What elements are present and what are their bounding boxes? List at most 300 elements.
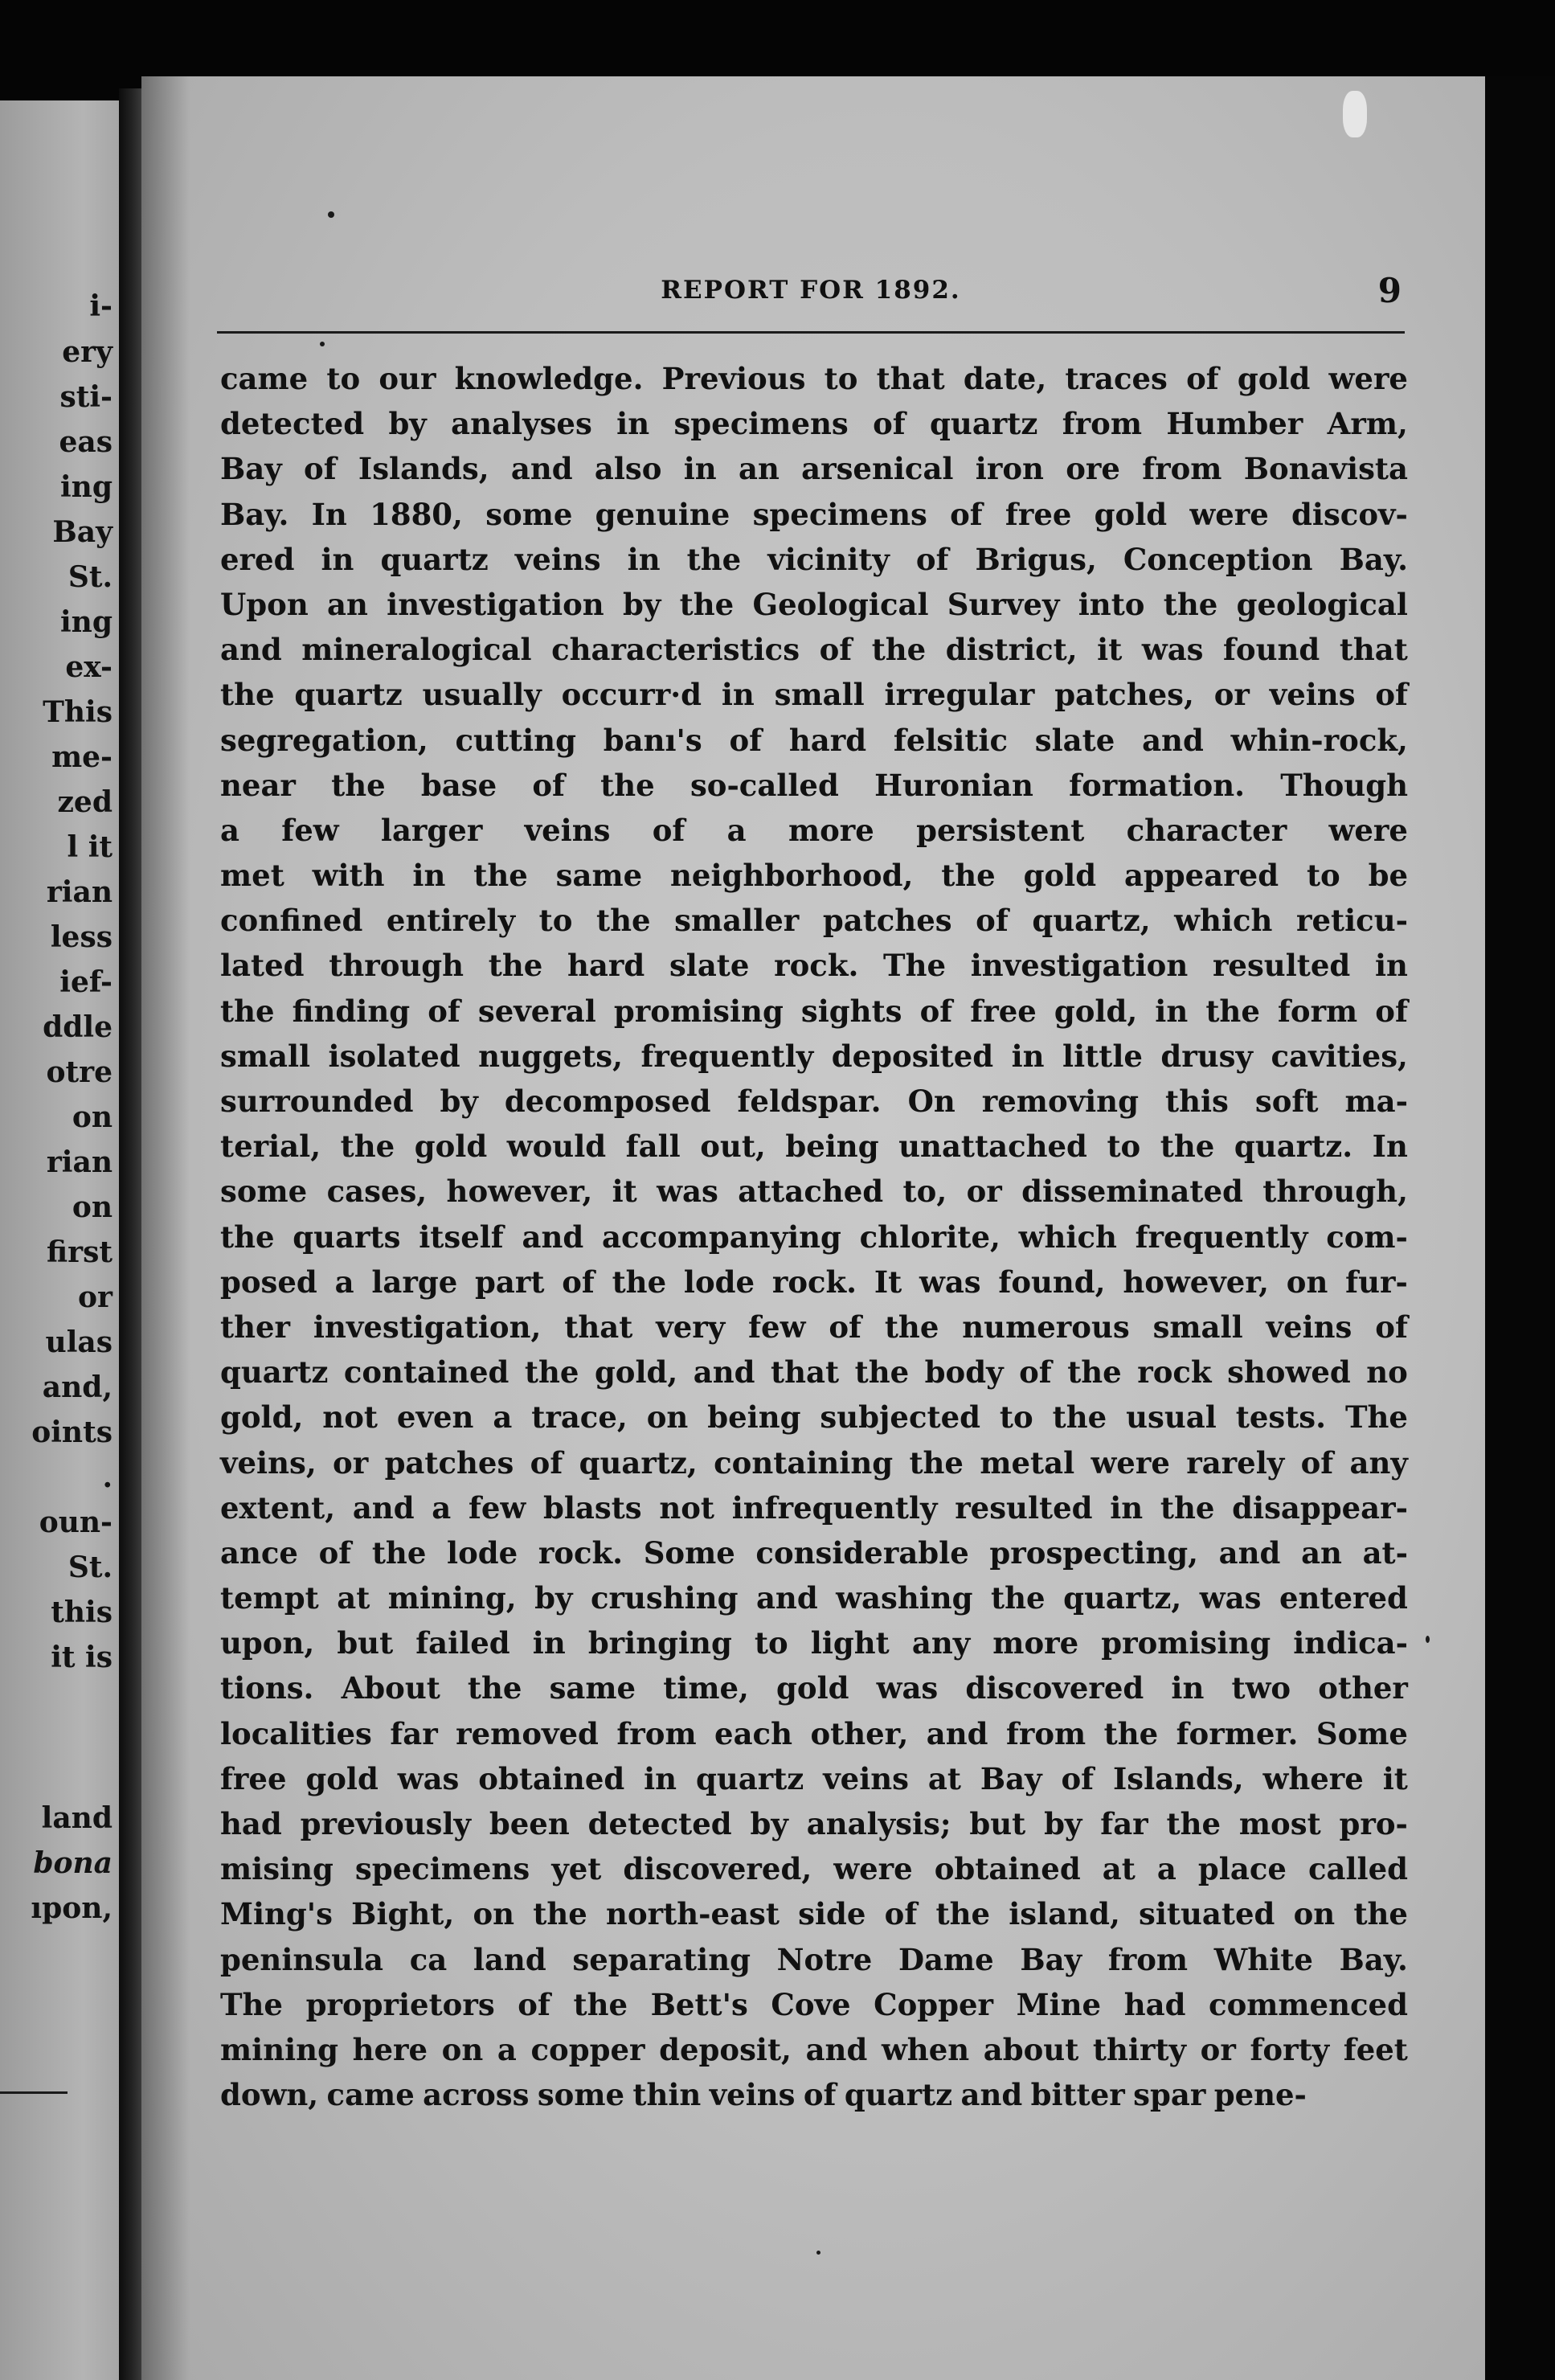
word: veins xyxy=(514,541,601,577)
word: of xyxy=(652,812,685,848)
word: where xyxy=(1262,1760,1364,1796)
paper-speck xyxy=(320,342,325,346)
word: to xyxy=(1306,858,1340,894)
facing-page-fragment: on xyxy=(72,1190,113,1224)
word: the xyxy=(1103,1715,1159,1751)
paper-blemish xyxy=(1343,91,1367,137)
word: small xyxy=(1152,1309,1243,1345)
word: and xyxy=(960,2077,1023,2113)
facing-page-fragment: sti- xyxy=(59,380,113,414)
word: smaller xyxy=(674,903,800,939)
word: were xyxy=(1189,496,1269,532)
word: Islands, xyxy=(358,451,489,487)
word: about xyxy=(983,2031,1079,2067)
word: not xyxy=(659,1489,714,1526)
word: gold xyxy=(1023,858,1097,894)
word: from xyxy=(1005,1715,1086,1751)
text-line xyxy=(220,1942,1408,1987)
word: the xyxy=(679,586,735,622)
word: gold, xyxy=(594,1354,678,1391)
word: gold, xyxy=(220,1399,304,1436)
word: gold xyxy=(776,1670,849,1706)
word: contained xyxy=(343,1354,509,1391)
page-header xyxy=(220,271,1402,316)
word: discov- xyxy=(1291,496,1408,532)
word: traces xyxy=(1065,361,1168,396)
word: subjected xyxy=(820,1399,980,1436)
word: veins xyxy=(1269,677,1356,713)
facing-page-fragment: or xyxy=(78,1280,113,1314)
word: neighborhood, xyxy=(670,858,914,894)
word: chlorite, xyxy=(859,1219,1001,1255)
word: on xyxy=(1286,1264,1328,1300)
word: obtained xyxy=(478,1760,625,1796)
word: Though xyxy=(1280,767,1408,803)
word: Some xyxy=(1316,1715,1408,1751)
word: the xyxy=(991,1580,1046,1616)
word: other, xyxy=(810,1715,909,1751)
running-title: REPORT FOR 1892. xyxy=(661,276,961,305)
word: White xyxy=(1213,1941,1313,1977)
word: disappear- xyxy=(1232,1489,1408,1526)
word: commenced xyxy=(1209,1986,1408,2022)
word: a xyxy=(497,2031,517,2067)
facing-page-fragment: ex- xyxy=(65,650,113,684)
word: gold xyxy=(414,1129,488,1165)
word: detected xyxy=(220,406,365,442)
word: The xyxy=(1344,1399,1408,1436)
word: obtained xyxy=(934,1851,1081,1887)
word: feldspar. xyxy=(737,1083,882,1119)
word: confined xyxy=(220,903,363,939)
word: lode xyxy=(447,1534,518,1571)
word: former. xyxy=(1176,1715,1299,1751)
word: and xyxy=(1142,722,1204,758)
word: across xyxy=(423,2077,530,2113)
word: at xyxy=(337,1580,370,1616)
word: few xyxy=(281,812,339,848)
text-line xyxy=(220,858,1408,903)
word: were xyxy=(833,1851,913,1887)
word: gold xyxy=(1237,361,1311,396)
word: it xyxy=(1097,632,1123,668)
word: the xyxy=(596,903,651,939)
word: two xyxy=(1231,1670,1291,1706)
facing-page-fragment: and, xyxy=(42,1370,113,1404)
word: tions. xyxy=(220,1670,314,1706)
word: and xyxy=(1218,1534,1281,1571)
word: fur- xyxy=(1345,1264,1408,1300)
word: of xyxy=(976,903,1009,939)
word: patches xyxy=(384,1444,514,1481)
word: the xyxy=(220,993,275,1029)
text-line xyxy=(220,1445,1408,1490)
word: cases, xyxy=(326,1174,428,1210)
word: Geological xyxy=(752,586,929,622)
facing-page-fragment: ing xyxy=(59,605,113,639)
facing-page-fragment: it is xyxy=(51,1641,113,1674)
word: investigation xyxy=(387,586,604,622)
text-line xyxy=(220,1399,1408,1444)
word: character xyxy=(1126,812,1287,848)
text-line xyxy=(220,1987,1408,2032)
word: the xyxy=(871,632,927,668)
word: of xyxy=(428,993,460,1029)
word: quarts xyxy=(293,1219,401,1255)
word: rock. xyxy=(771,1264,857,1300)
word: in xyxy=(627,541,661,577)
word: small xyxy=(220,1038,311,1074)
word: quartz xyxy=(220,1354,329,1391)
word: of xyxy=(304,451,337,487)
word: from xyxy=(1107,1941,1189,1977)
word: was xyxy=(397,1760,460,1796)
word: a xyxy=(1156,1851,1176,1887)
word: ca xyxy=(409,1941,448,1977)
word: and xyxy=(693,1354,755,1391)
facing-page-fragment: ief- xyxy=(59,965,113,999)
word: at xyxy=(1102,1851,1136,1887)
word: veins, xyxy=(220,1444,317,1481)
word: Previous xyxy=(661,361,806,396)
word: side xyxy=(798,1896,866,1932)
word: Survey xyxy=(947,586,1060,622)
word: Islands, xyxy=(1112,1760,1244,1796)
facing-page-fragment: St. xyxy=(68,1550,113,1584)
word: of xyxy=(1019,1354,1052,1391)
word: attached xyxy=(738,1174,884,1210)
word: in xyxy=(1155,993,1189,1029)
facing-page-fragment: rian xyxy=(46,875,113,909)
word: by xyxy=(1044,1806,1082,1841)
word: some xyxy=(537,2077,625,2113)
word: of xyxy=(819,632,853,668)
word: mining xyxy=(220,2031,338,2067)
word: the xyxy=(371,1534,427,1571)
word: few xyxy=(748,1309,806,1345)
word: any xyxy=(1349,1444,1408,1481)
word: deposited xyxy=(831,1038,994,1074)
word: of xyxy=(318,1534,352,1571)
word: the xyxy=(686,541,742,577)
word: investigation, xyxy=(313,1309,542,1345)
word: ma- xyxy=(1344,1083,1408,1119)
word: far xyxy=(1100,1806,1148,1841)
word: sights xyxy=(800,993,902,1029)
facing-page-left xyxy=(0,100,119,2380)
word: thin xyxy=(632,2077,702,2113)
word: to xyxy=(538,903,573,939)
word: quartz xyxy=(695,1760,804,1796)
word: an xyxy=(1301,1534,1342,1571)
text-line xyxy=(220,1806,1408,1851)
word: The xyxy=(883,948,947,984)
word: been xyxy=(489,1806,570,1841)
word: the xyxy=(935,1896,991,1932)
word: usual xyxy=(1126,1399,1217,1436)
word: banı's xyxy=(603,722,702,758)
word: being xyxy=(785,1129,879,1165)
word: blasts xyxy=(542,1489,642,1526)
word: other xyxy=(1318,1670,1408,1706)
word: far xyxy=(390,1715,438,1751)
word: washing xyxy=(836,1580,973,1616)
word: Humber xyxy=(1166,406,1303,442)
page-shadow xyxy=(141,76,190,2380)
word: to xyxy=(326,361,361,396)
word: came xyxy=(326,2077,415,2113)
word: which xyxy=(1018,1219,1117,1255)
word: Arm, xyxy=(1327,406,1408,442)
facing-page-fragment: on xyxy=(72,1100,113,1134)
header-rule xyxy=(217,331,1405,334)
word: would xyxy=(506,1129,607,1165)
word: veins xyxy=(1266,1309,1352,1345)
word: mising xyxy=(220,1851,334,1887)
word: arsenical xyxy=(801,451,954,487)
word: of xyxy=(530,1444,563,1481)
word: Notre xyxy=(776,1941,873,1977)
word: on xyxy=(441,2031,484,2067)
word: vicinity xyxy=(767,541,890,577)
body-text xyxy=(220,361,1408,2122)
word: gold, xyxy=(1054,993,1138,1029)
word: place xyxy=(1197,1851,1287,1887)
word: it xyxy=(1382,1760,1408,1796)
word: the xyxy=(340,1129,395,1165)
word: the xyxy=(854,1354,910,1391)
word: spar xyxy=(1133,2077,1206,2113)
text-line xyxy=(220,1851,1408,1896)
word: in xyxy=(644,1760,677,1796)
word: occurr·d xyxy=(561,677,702,713)
word: Some xyxy=(643,1534,735,1571)
word: Bay. xyxy=(220,496,289,532)
report-page xyxy=(141,76,1485,2380)
word: analysis; xyxy=(806,1806,951,1841)
word: genuine xyxy=(595,496,730,532)
word: was xyxy=(876,1670,939,1706)
word: felsitic xyxy=(893,722,1008,758)
word: hard xyxy=(567,948,645,984)
word: localities xyxy=(220,1715,372,1751)
word: to xyxy=(824,361,858,396)
word: indica- xyxy=(1293,1625,1408,1661)
word: It xyxy=(874,1264,902,1300)
text-line xyxy=(220,587,1408,632)
word: entirely xyxy=(386,903,516,939)
word: investigation xyxy=(970,948,1189,984)
word: several xyxy=(477,993,596,1029)
word: in xyxy=(721,677,755,713)
text-line xyxy=(220,497,1408,542)
word: but xyxy=(337,1625,394,1661)
word: when xyxy=(881,2031,970,2067)
word: in xyxy=(683,451,717,487)
word: nuggets, xyxy=(478,1038,624,1074)
text-line xyxy=(220,1535,1408,1580)
word: came xyxy=(220,361,309,396)
word: terial, xyxy=(220,1129,321,1165)
word: considerable xyxy=(755,1534,969,1571)
word: in xyxy=(321,541,354,577)
word: an xyxy=(327,586,368,622)
word: very xyxy=(656,1309,726,1345)
word: Cove xyxy=(771,1986,851,2022)
text-line xyxy=(220,1580,1408,1625)
word: from xyxy=(616,1715,697,1751)
word: detected xyxy=(587,1806,732,1841)
word: accompanying xyxy=(601,1219,841,1255)
word: of xyxy=(1375,1309,1408,1345)
word: a xyxy=(432,1489,452,1526)
word: frequently xyxy=(640,1038,814,1074)
word: on xyxy=(646,1399,689,1436)
facing-page-fragment: rian xyxy=(46,1145,113,1179)
word: on xyxy=(1293,1896,1336,1932)
facing-page-fragment: ulas xyxy=(45,1325,113,1359)
word: persistent xyxy=(916,812,1085,848)
word: irregular xyxy=(884,677,1035,713)
word: few xyxy=(468,1489,526,1526)
text-line xyxy=(220,948,1408,993)
word: to xyxy=(999,1399,1033,1436)
word: quartz xyxy=(294,677,403,713)
word: base xyxy=(420,767,497,803)
word: on xyxy=(473,1896,515,1932)
text-line xyxy=(220,1716,1408,1761)
word: however, xyxy=(1123,1264,1270,1300)
text-line xyxy=(220,1264,1408,1309)
facing-page-fragment: ddle xyxy=(43,1010,113,1044)
word: to xyxy=(1107,1129,1141,1165)
text-line xyxy=(220,1083,1408,1129)
word: discovered xyxy=(965,1670,1144,1706)
word: 1880, xyxy=(370,496,463,532)
word: removing xyxy=(981,1083,1139,1119)
word: little xyxy=(1062,1038,1143,1074)
word: In xyxy=(1372,1129,1408,1165)
facing-page-fragment: Bay xyxy=(52,515,113,549)
word: each xyxy=(714,1715,792,1751)
word: the xyxy=(220,1219,275,1255)
word: part xyxy=(475,1264,545,1300)
word: infrequently xyxy=(731,1489,938,1526)
word: On xyxy=(907,1083,956,1119)
word: hard xyxy=(788,722,867,758)
text-line xyxy=(220,813,1408,858)
word: and xyxy=(510,451,573,487)
word: tempt xyxy=(220,1580,319,1616)
word: to, xyxy=(902,1174,947,1210)
word: Conception xyxy=(1123,541,1313,577)
word: more xyxy=(788,812,874,848)
word: feet xyxy=(1343,2031,1408,2067)
facing-page-fragment: bona xyxy=(33,1846,113,1880)
word: slate xyxy=(669,948,750,984)
word: fall xyxy=(625,1129,681,1165)
word: quartz xyxy=(380,541,489,577)
word: however, xyxy=(446,1174,593,1210)
word: in xyxy=(1374,948,1408,984)
word: soft xyxy=(1254,1083,1319,1119)
word: rock. xyxy=(774,948,859,984)
word: analyses xyxy=(451,406,592,442)
word: bitter xyxy=(1030,2077,1125,2113)
word: free xyxy=(220,1760,287,1796)
word: more xyxy=(992,1625,1079,1661)
facing-page-fragment: l it xyxy=(67,830,113,864)
word: of xyxy=(873,406,906,442)
word: appeared xyxy=(1123,858,1279,894)
word: Upon xyxy=(220,586,309,622)
word: iron xyxy=(975,451,1044,487)
word: previously xyxy=(300,1806,472,1841)
scan-border-right xyxy=(1485,76,1555,2380)
word: the xyxy=(467,1670,522,1706)
word: quartz xyxy=(930,406,1038,442)
word: tests. xyxy=(1235,1399,1326,1436)
word: a xyxy=(334,1264,354,1300)
word: formation. xyxy=(1069,767,1245,803)
word: from xyxy=(1142,451,1222,487)
word: island, xyxy=(1009,1896,1120,1932)
word: disseminated xyxy=(1021,1174,1243,1210)
word: body xyxy=(924,1354,1004,1391)
word: some xyxy=(220,1174,308,1210)
word: at- xyxy=(1362,1534,1408,1571)
word: of xyxy=(1300,1444,1334,1481)
word: it xyxy=(612,1174,637,1210)
facing-page-fragment: zed xyxy=(57,785,113,819)
word: found xyxy=(1223,632,1320,668)
word: or xyxy=(966,1174,1002,1210)
word: with xyxy=(312,858,385,894)
text-line xyxy=(220,1761,1408,1806)
word: and xyxy=(352,1489,415,1526)
word: failed xyxy=(415,1625,510,1661)
word: of xyxy=(729,722,763,758)
word: veins xyxy=(709,2077,796,2113)
word: separating xyxy=(572,1941,751,1977)
facing-page-fragment: this xyxy=(51,1596,113,1629)
word: Huronian xyxy=(874,767,1033,803)
word: gold xyxy=(1094,496,1168,532)
text-line xyxy=(220,723,1408,768)
word: and xyxy=(522,1219,584,1255)
word: quartz xyxy=(844,2077,953,2113)
word: by xyxy=(440,1083,478,1119)
word: characteristics xyxy=(551,632,800,668)
word: itself xyxy=(419,1219,504,1255)
word: the xyxy=(488,948,543,984)
word: Bonavista xyxy=(1243,451,1408,487)
word: our xyxy=(379,361,436,396)
word: specimens xyxy=(752,496,927,532)
word: or xyxy=(1200,2031,1236,2067)
facing-page-fragment: eas xyxy=(59,425,113,459)
word: of xyxy=(915,541,949,577)
word: resulted xyxy=(955,1489,1093,1526)
word: same xyxy=(549,1670,636,1706)
word: being xyxy=(707,1399,801,1436)
word: were xyxy=(1091,1444,1170,1481)
word: cutting xyxy=(455,722,576,758)
text-line xyxy=(220,1625,1408,1670)
word: slate xyxy=(1034,722,1115,758)
word: ore xyxy=(1066,451,1120,487)
word: isolated xyxy=(328,1038,460,1074)
